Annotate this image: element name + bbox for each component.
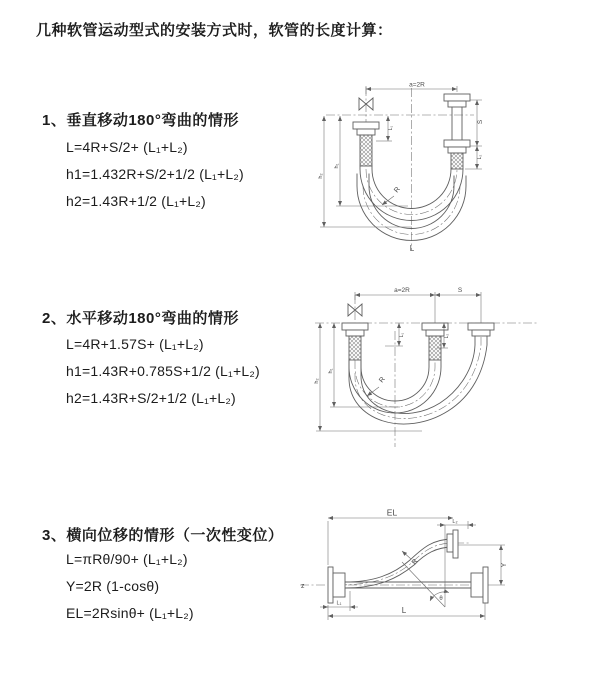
hose-and-fittings bbox=[342, 304, 494, 424]
section-3-formula-el: EL=2Rsinθ+ (L₁+L₂) bbox=[66, 605, 194, 621]
angle-label: θ bbox=[439, 596, 443, 602]
dim-label-l1: L₁ bbox=[388, 125, 394, 131]
diagram-lateral-displacement bbox=[298, 503, 565, 638]
dim-label-a2r: a=2R bbox=[394, 287, 410, 294]
right-flange-lower bbox=[444, 140, 470, 147]
radius-label: R bbox=[393, 185, 402, 195]
dim-label-l2: L₂ bbox=[452, 519, 458, 525]
section-1-formula-l: L=4R+S/2+ (L₁+L₂) bbox=[66, 139, 188, 155]
section-3-formula-l: L=πRθ/90+ (L₁+L₂) bbox=[66, 551, 188, 567]
radius-leader bbox=[402, 551, 411, 559]
top-flange-hub bbox=[447, 534, 453, 552]
section-1-heading: 1、垂直移动180°弯曲的情形 bbox=[42, 112, 239, 129]
dim-label-a2r: a=2R bbox=[409, 81, 425, 89]
page-title: 几种软管运动型式的安装方式时，软管的长度计算： bbox=[36, 22, 393, 39]
left-flange bbox=[353, 122, 379, 129]
dim-label-h2: h₂ bbox=[314, 378, 320, 384]
top-flange bbox=[453, 530, 458, 558]
diagram-vertical-180-bend bbox=[312, 76, 552, 254]
section-2-formula-l: L=4R+1.57S+ (L₁+L₂) bbox=[66, 336, 204, 352]
right-flange-upper bbox=[444, 94, 470, 101]
centerlines bbox=[315, 295, 538, 447]
diagram-horizontal-180-bend bbox=[310, 283, 562, 459]
dim-label-h1: h₁ bbox=[334, 163, 340, 169]
dim-label-l1: L₁ bbox=[399, 332, 405, 338]
dim-label-l2: L₂ bbox=[477, 154, 483, 160]
dim-label-y: Y bbox=[501, 562, 508, 568]
braid-section bbox=[451, 153, 463, 169]
hose-and-fittings bbox=[328, 530, 488, 603]
right-flange bbox=[468, 323, 494, 330]
section-3-heading: 3、横向位移的情形（一次性变位） bbox=[42, 527, 284, 544]
length-label: L bbox=[409, 244, 415, 253]
left-flange bbox=[342, 323, 368, 330]
section-2-formula-h1: h1=1.43R+0.785S+1/2 (L₁+L₂) bbox=[66, 363, 260, 379]
braid-section bbox=[360, 135, 372, 166]
dim-label-s: S bbox=[457, 287, 463, 294]
centerline-mark: z bbox=[301, 583, 305, 590]
dim-label-l2: L₂ bbox=[444, 333, 450, 339]
section-2-formula-h2: h2=1.43R+S/2+1/2 (L₁+L₂) bbox=[66, 390, 236, 406]
dimension-lines bbox=[320, 518, 505, 620]
section-2-heading: 2、水平移动180°弯曲的情形 bbox=[42, 310, 239, 327]
dim-label-el: EL bbox=[386, 507, 398, 518]
dim-label-s: S bbox=[477, 119, 484, 125]
dim-label-l1: L₁ bbox=[336, 600, 342, 607]
dim-label-h2: h₂ bbox=[318, 173, 324, 179]
left-flange bbox=[328, 567, 333, 603]
dim-label-l: L bbox=[401, 606, 407, 615]
dim-label-h1: h₁ bbox=[328, 368, 334, 374]
section-3-formula-y: Y=2R (1-cosθ) bbox=[66, 578, 160, 594]
right-flange bbox=[471, 573, 483, 597]
radius-label: R bbox=[410, 557, 420, 567]
section-1-formula-h1: h1=1.432R+S/2+1/2 (L₁+L₂) bbox=[66, 166, 244, 182]
section-1-formula-h2: h2=1.43R+1/2 (L₁+L₂) bbox=[66, 193, 206, 209]
dimension-lines bbox=[316, 292, 481, 431]
radius-label: R bbox=[378, 375, 387, 385]
braid-section bbox=[349, 336, 361, 360]
